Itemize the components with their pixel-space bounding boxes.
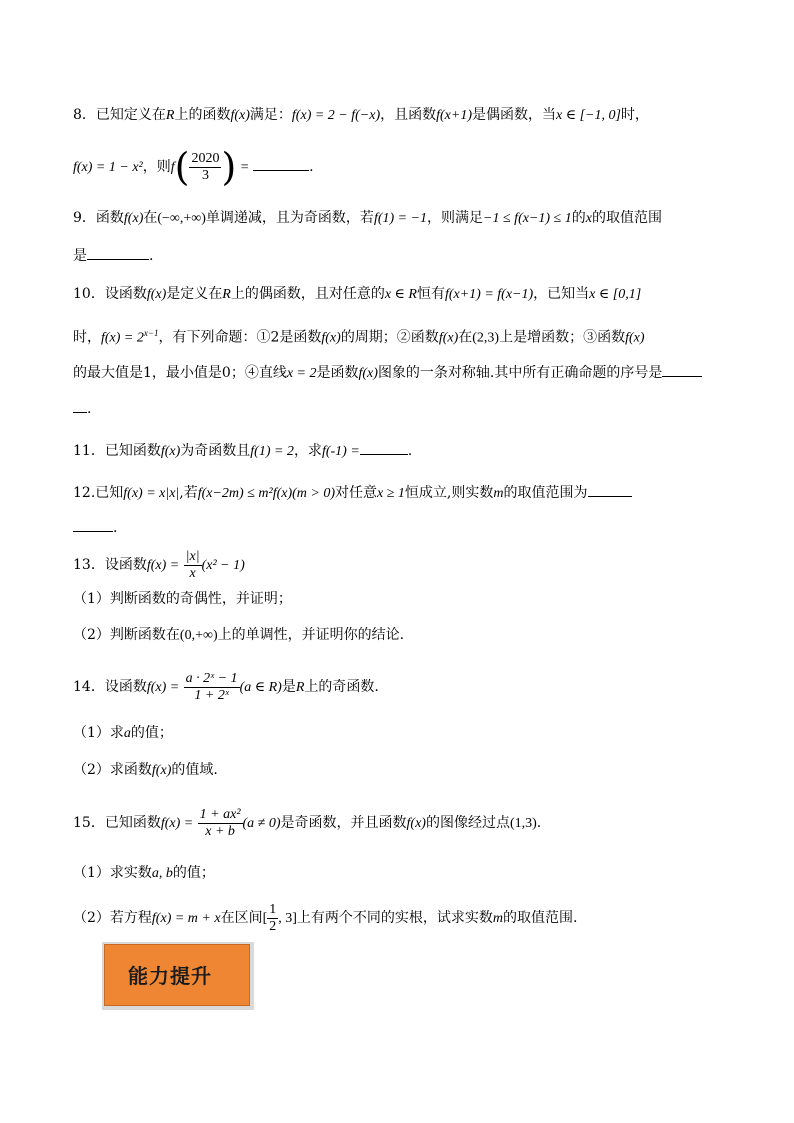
fraction-one-half: $\frac{1}{2}$ bbox=[269, 901, 277, 934]
fraction-q14: $\frac{\text{a · 2ˣ − 1}}{\text{1 + 2ˣ}}$ bbox=[185, 670, 238, 703]
answer-blank bbox=[253, 156, 309, 171]
q14-line: 14．设函数f(x) = $\frac{\text{a · 2ˣ − 1}}{\text{1 + 2ˣ}}$ (a ∈ R)是R上的奇函数. bbox=[73, 670, 379, 703]
q10-line1: 10．设函数f(x)是定义在R上的偶函数，且对任意的x ∈ R恒有f(x+1) = f(x−1)，已知当x ∈ [0,1] bbox=[73, 286, 642, 302]
q12-line1: 12.已知f(x) = x|x|,若f(x−2m) ≤ m²f(x)(m > 0)对任意x ≥ 1恒成立,则实数m的取值范围为 bbox=[73, 482, 632, 504]
q14-part1: （1）求a的值； bbox=[73, 725, 173, 741]
q15-line: 15．已知函数f(x) = $\frac{\text{1 + ax²}}{x + b}$ (a ≠ 0)是奇函数，并且函数f(x)的图像经过点(1,3). bbox=[73, 806, 542, 839]
q13-part2: （2）判断函数在(0,+∞)上的单调性，并证明你的结论. bbox=[73, 627, 405, 643]
q8-line2: f(x) = 1 − x²，则f( $\frac{2020}{3}$ ) = . bbox=[73, 145, 314, 189]
answer-blank bbox=[73, 398, 87, 413]
q8-line1: 8．已知定义在R上的函数f(x)满足：f(x) = 2 − f(−x)，且函数f(x+1)是偶函数，当x ∈ [−1, 0]时， bbox=[73, 107, 649, 123]
right-paren: ) bbox=[221, 145, 237, 189]
fraction-2020-3: $\frac{2020}{3}$ bbox=[191, 150, 220, 183]
q9-line2: 是 . bbox=[73, 245, 153, 266]
fraction-absx-x: $\frac{|x|}{x}$ bbox=[185, 548, 200, 581]
q14-part2: （2）求函数f(x)的值域. bbox=[73, 762, 218, 778]
section-badge-label: 能力提升 bbox=[128, 964, 212, 988]
q15-part1: （1）求实数a, b的值； bbox=[73, 865, 215, 881]
answer-blank bbox=[588, 482, 632, 497]
q13-part1: （1）判断函数的奇偶性，并证明； bbox=[73, 591, 292, 607]
answer-blank bbox=[73, 517, 113, 532]
q15-part2: （2）若方程f(x) = m + x在区间[ $\frac{1}{2}$ , 3]上有两个不同的实根，试求实数m的取值范围. bbox=[73, 901, 578, 934]
answer-blank bbox=[360, 440, 408, 455]
answer-blank bbox=[662, 362, 702, 377]
q10-line3: 的最大值是1，最小值是0；④直线x = 2是函数f(x)图象的一条对称轴.其中所有正确命题的序号是 bbox=[73, 362, 702, 384]
q10-line4: . bbox=[73, 398, 91, 419]
q9-line1: 9．函数f(x)在(−∞,+∞)单调递减，且为奇函数，若f(1) = −1，则满足−1 ≤ f(x−1) ≤ 1的x的取值范围 bbox=[73, 210, 662, 226]
q13-line: 13．设函数f(x) = $\frac{|x|}{x}$ (x² − 1) bbox=[73, 548, 245, 581]
q11-line: 11．已知函数f(x)为奇函数且f(1) = 2，求f(-1) = . bbox=[73, 440, 412, 462]
fraction-q15: $\frac{\text{1 + ax²}}{x + b}$ bbox=[199, 806, 241, 839]
q10-line2: 时，$f(x) = 2^{x-1}$，有下列命题：①2是函数f(x)的周期；②函数f(x)在(2,3)上是增函数；③函数f(x) bbox=[73, 328, 645, 346]
answer-blank bbox=[87, 245, 149, 260]
left-paren: ( bbox=[174, 145, 190, 189]
q12-line2: . bbox=[73, 517, 117, 538]
